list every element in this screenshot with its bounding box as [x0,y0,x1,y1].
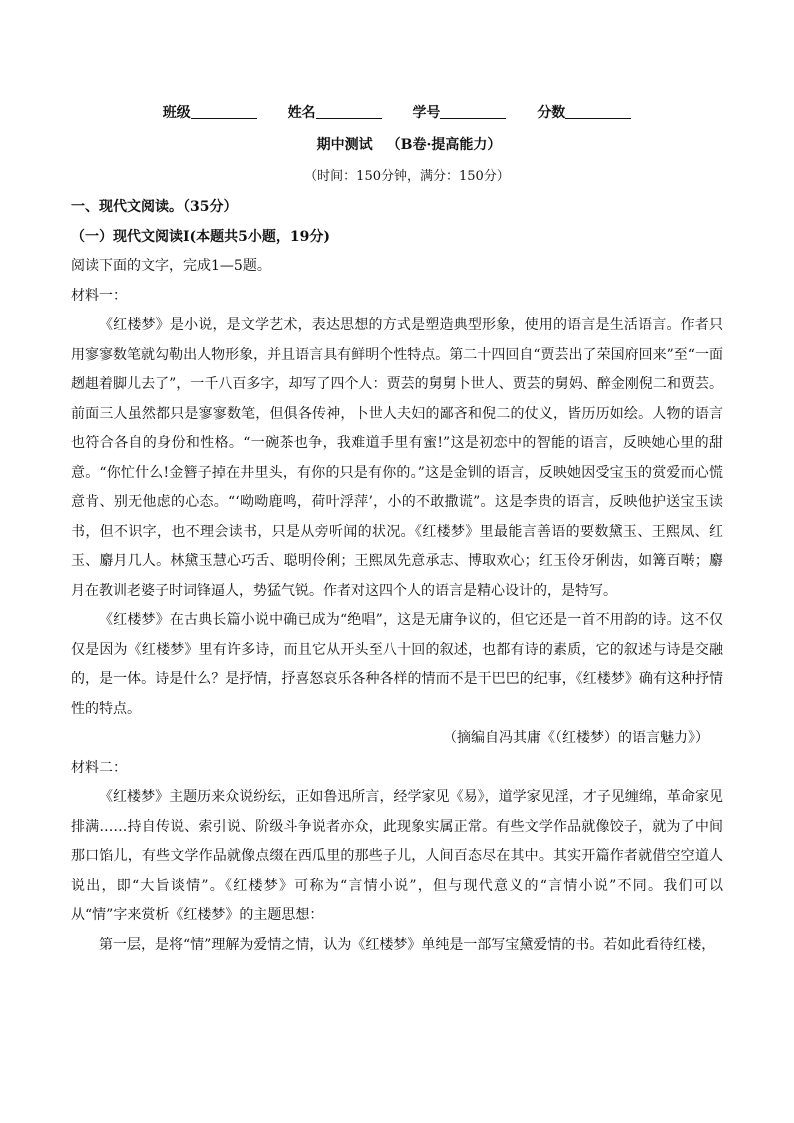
subsection-heading: （一）现代文阅读I(本题共5小题，19分) [71,228,331,245]
student-info-row [0,102,794,122]
class-blank[interactable] [191,104,257,119]
student-id-blank[interactable] [440,104,506,119]
score-field[interactable] [537,102,631,122]
exam-title-main: 期中测试 [316,137,373,153]
name-label: 姓名 [287,105,316,121]
material-2-label: 材料二： [71,759,127,776]
score-label: 分数 [537,105,566,121]
name-blank[interactable] [316,104,382,119]
student-id-field[interactable] [412,102,506,122]
exam-title-sub: （B卷·提高能力） [386,137,502,153]
name-field[interactable] [288,102,382,122]
material-1-paragraph-1: 《红楼梦》是小说，是文学艺术，表达思想的方式是塑造典型形象，使用的语言是生活语言。作者只用寥寥数笔就勾勒出人物形象，并且语言具有鲜明个性特点。第二十四回自“贾芸出了荣国府回来”至“一面趔趄着脚儿去了”，一千八百多字，却写了四个人：贾芸的舅舅卜世人、贾芸的舅妈、醉金刚倪二和贾芸。前面三人虽然都只是寥寥数笔，但俱各传神，卜世人夫妇的鄙吝和倪二的仗义，皆历历如绘。人物的语言也符合各自的身份和性格。“一碗茶也争，我难道手里有蜜!”这是初恋中的智能的语言，反映她心里的甜意。“你忙什么!金簪子掉在井里头，有你的只是有你的。”这是金钏的语言，反映她因受宝玉的赏爱而心慌意肯、别无他虑的心态。“‘呦呦鹿鸣，荷叶浮萍’，小的不敢撒谎”。这是李贵的语言，反映他护送宝玉读书，但不识字，也不理会读书，只是从旁听闻的状况。《红楼梦》里最能言善语的要数黛玉、王熙凤、红玉、麝月几人。林黛玉慧心巧舌、聪明伶俐；王熙凤先意承志、博取欢心；红玉伶牙俐齿，如篝百啭；麝月在教训老婆子时词锋逼人，势猛气锐。作者对这四个人的语言是精心设计的，是特写。 [71,317,723,599]
material-1-label: 材料一： [71,287,127,304]
reading-instruction: 阅读下面的文字，完成1—5题。 [71,258,271,274]
section-heading: 一、现代文阅读。（35分） [71,199,238,215]
score-blank[interactable] [565,104,631,119]
material-1-paragraph-2: 《红楼梦》在古典长篇小说中确已成为“绝唱”，这是无庸争议的，但它还是一首不用韵的诗。这不仅仅是因为《红楼梦》里有许多诗，而且它从开头至八十回的叙述，也都有诗的素质，它的叙述与诗是交融的，是一体。诗是什么？是抒情，抒喜怒哀乐各种各样的情而不是干巴巴的纪事，《红楼梦》确有这种抒情性的特点。 [71,612,723,717]
exam-time-info: （时间：150分钟，满分：150分） [304,169,510,184]
material-1-source: （摘编自冯其庸《（红楼梦）的语言魅力》） [443,730,709,746]
material-2-paragraph-2: 第一层，是将“情”理解为爱情之情，认为《红楼梦》单纯是一部写宝黛爱情的书。若如此看待红楼， [99,936,716,953]
class-label: 班级 [162,105,191,121]
class-field[interactable] [163,102,257,122]
exam-content [71,193,723,960]
material-2-paragraph-1: 《红楼梦》主题历来众说纷纭，正如鲁迅所言，经学家见《易》，道学家见淫，才子见缠绵，革命家见排满……持自传说、索引说、阶级斗争说者亦众，此现象实属正常。有些文学作品就像饺子，就为了中间那口馅儿，有些文学作品就像点缀在西瓜里的那些子儿，人间百态尽在其中。其实开篇作者就借空空道人说出，即“大旨谈情”。《红楼梦》可称为“言情小说”，但与现代意义的“言情小说”不同。我们可以从“情”字来赏析《红楼梦》的主题思想： [71,789,723,923]
student-id-label: 学号 [412,105,441,121]
exam-title [0,134,794,154]
